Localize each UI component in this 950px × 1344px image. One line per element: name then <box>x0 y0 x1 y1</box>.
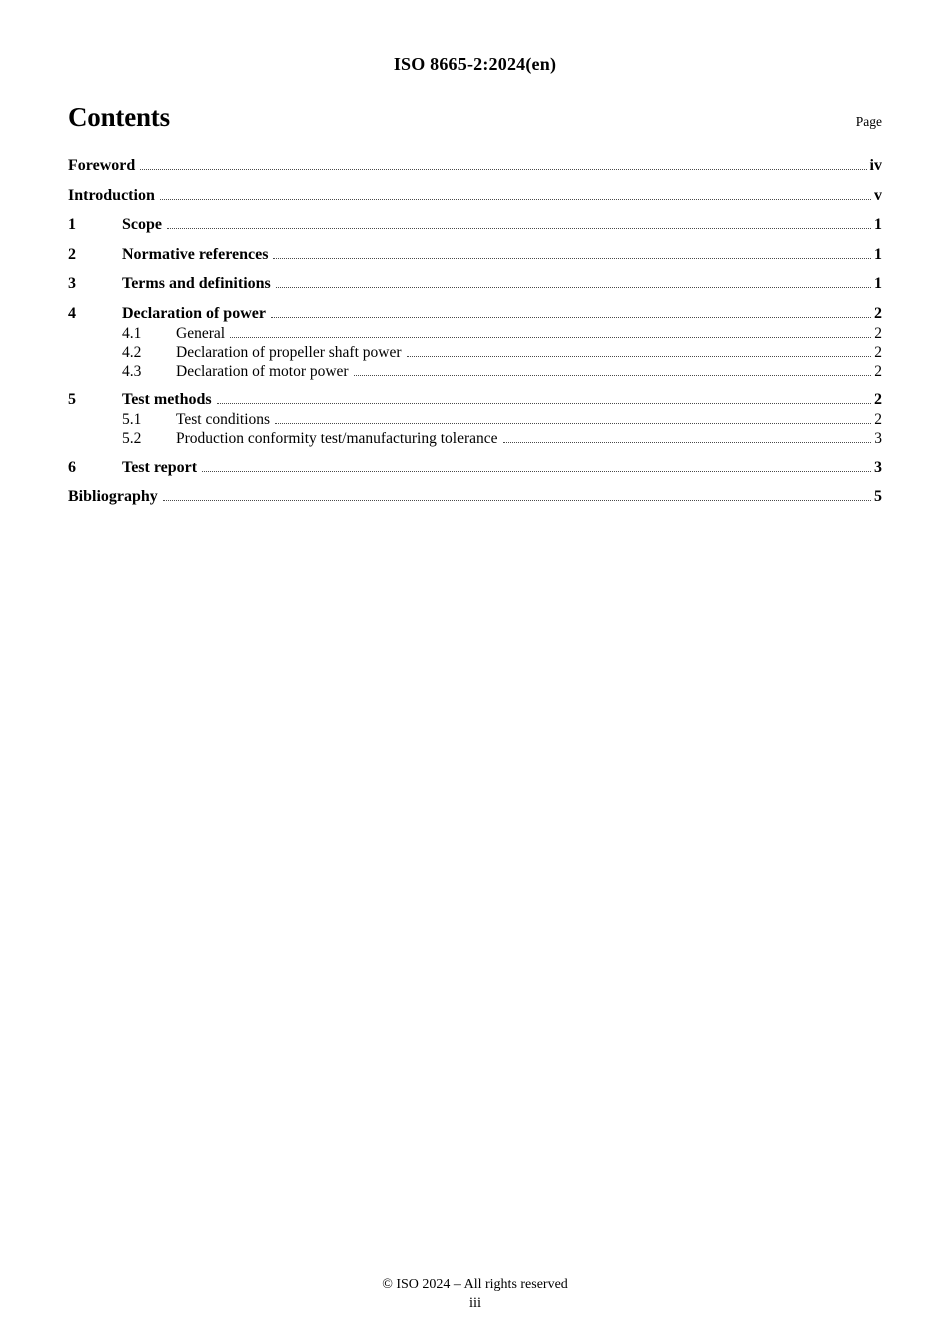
toc-leader-dots <box>217 403 871 404</box>
toc-entry-page: 3 <box>874 458 882 476</box>
toc-leader-dots <box>273 258 871 259</box>
toc-entry-page: 1 <box>874 275 882 292</box>
toc-entry-label: Declaration of power <box>122 304 266 322</box>
toc-entry-label: Production conformity test/manufacturing tolerance <box>176 430 498 447</box>
toc-leader-dots <box>276 287 871 288</box>
toc-entry-page: 2 <box>874 343 882 361</box>
toc-entry[interactable] <box>68 390 882 410</box>
toc-entry-page: 1 <box>874 245 882 263</box>
toc-entry-label: Test conditions <box>176 411 271 428</box>
toc-entry-label: Declaration of motor power <box>176 362 349 380</box>
toc-entry[interactable] <box>68 429 882 448</box>
toc-entry-number: 5 <box>68 391 76 408</box>
toc-entry[interactable] <box>68 487 882 507</box>
toc-entry[interactable] <box>68 274 882 294</box>
toc-entry-label: Declaration of propeller shaft power <box>176 343 402 361</box>
toc-entry-label: Test methods <box>122 391 212 408</box>
toc-entry[interactable] <box>68 458 882 478</box>
toc-entry-label: Terms and definitions <box>122 275 271 292</box>
toc-entry-label: General <box>176 324 226 342</box>
toc-entry-page: 5 <box>874 488 882 505</box>
toc-entry-number: 6 <box>68 458 76 476</box>
toc-leader-dots <box>160 199 871 200</box>
toc-leader-dots <box>163 500 871 501</box>
toc-entry[interactable] <box>68 215 882 235</box>
toc-entry-page: 1 <box>874 216 882 233</box>
toc-entry[interactable] <box>68 410 882 429</box>
toc-entry-page: iv <box>869 157 882 174</box>
toc-entry-page: v <box>874 186 882 204</box>
page-column-label: Page <box>855 114 882 129</box>
toc-entry[interactable] <box>68 186 882 206</box>
footer-copyright: © ISO 2024 – All rights reserved <box>382 1277 568 1292</box>
toc-entry[interactable] <box>68 245 882 265</box>
toc-entry-number: 5.1 <box>122 411 142 428</box>
toc-entry-number: 4 <box>68 304 76 322</box>
toc-entry-number: 4.3 <box>122 362 142 380</box>
toc-entry-label: Foreword <box>68 157 136 174</box>
page-footer <box>0 1276 950 1314</box>
toc-entry-page: 2 <box>874 304 882 322</box>
toc-entry-page: 3 <box>874 430 882 447</box>
toc-entry-number: 3 <box>68 275 76 292</box>
toc-entry[interactable] <box>68 304 882 324</box>
toc-entry-number: 2 <box>68 245 76 263</box>
toc-entry-page: 2 <box>874 391 882 408</box>
toc-entry-label: Bibliography <box>68 488 158 505</box>
toc-entry-label: Scope <box>122 216 162 233</box>
toc-leader-dots <box>354 375 872 376</box>
toc-leader-dots <box>271 317 871 318</box>
toc-entry-label: Introduction <box>68 186 155 204</box>
toc-entry-page: 2 <box>874 324 882 342</box>
contents-title: Contents <box>68 102 170 132</box>
toc-entry-label: Test report <box>122 458 198 476</box>
toc-leader-dots <box>503 442 872 443</box>
toc-leader-dots <box>167 228 871 229</box>
toc-entry[interactable] <box>68 156 882 176</box>
toc-entry-number: 1 <box>68 216 76 233</box>
toc-entry[interactable] <box>68 362 882 381</box>
doc-reference: ISO 8665-2:2024(en) <box>393 54 557 74</box>
toc-entry[interactable] <box>68 343 882 362</box>
toc-list <box>68 156 882 507</box>
toc-leader-dots <box>202 471 871 472</box>
toc-entry-number: 4.2 <box>122 343 142 361</box>
footer-page-number: iii <box>468 1295 482 1311</box>
contents-header <box>68 102 882 133</box>
toc-leader-dots <box>230 337 871 338</box>
toc-entry-page: 2 <box>874 362 882 380</box>
toc-leader-dots <box>140 169 866 170</box>
toc-entry-label: Normative references <box>122 245 269 263</box>
toc-leader-dots <box>275 423 871 424</box>
toc-entry-number: 5.2 <box>122 430 142 447</box>
toc-entry-page: 2 <box>874 411 882 428</box>
toc-entry-number: 4.1 <box>122 324 142 342</box>
toc-entry[interactable] <box>68 324 882 343</box>
toc-leader-dots <box>407 356 872 357</box>
